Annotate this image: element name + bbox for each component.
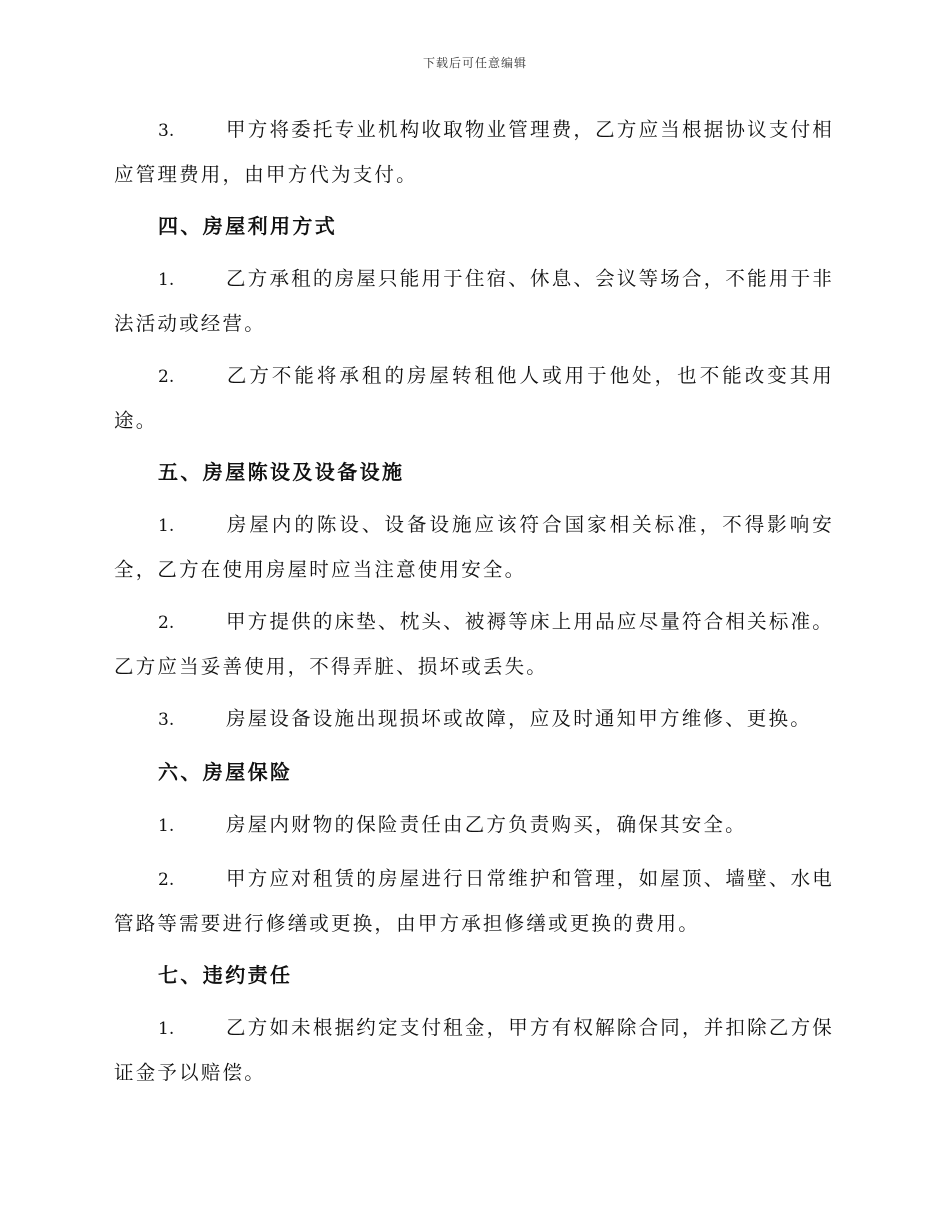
- clause-item: [114, 108, 834, 196]
- clause-number: 1.: [158, 1019, 175, 1039]
- clause-text: 房屋内财物的保险责任由乙方负责购买，确保其安全。: [226, 813, 747, 836]
- clause-text: 甲方将委托专业机构收取物业管理费，乙方应当根据协议支付相应管理费用，由甲方代为支付。: [114, 118, 834, 186]
- clause-number: 1.: [158, 816, 175, 836]
- clause-number: 1.: [158, 516, 175, 536]
- section-heading: 七、违约责任: [158, 963, 293, 987]
- document-body: [114, 108, 834, 1103]
- header-note: 下载后可任意编辑: [422, 56, 527, 70]
- clause-item: [114, 857, 834, 945]
- clause-number: 1.: [158, 270, 175, 290]
- clause-item: [114, 354, 834, 442]
- section-heading: 六、房屋保险: [158, 760, 293, 784]
- clause-number: 2.: [158, 367, 175, 387]
- clause-number: 3.: [158, 710, 175, 730]
- clause-item: [114, 503, 834, 591]
- clause-text: 乙方如未根据约定支付租金，甲方有权解除合同，并扣除乙方保证金予以赔偿。: [114, 1016, 834, 1084]
- clause-text: 房屋设备设施出现损坏或故障，应及时通知甲方维修、更换。: [226, 707, 812, 730]
- clause-text: 乙方不能将承租的房屋转租他人或用于他处，也不能改变其用途。: [114, 364, 834, 432]
- clause-text: 甲方提供的床垫、枕头、被褥等床上用品应尽量符合相关标准。乙方应当妥善使用，不得弄脏、损坏或丢失。: [114, 610, 834, 678]
- clause-item: [114, 697, 834, 742]
- section-heading: 五、房屋陈设及设备设施: [158, 460, 405, 484]
- clause-text: 乙方承租的房屋只能用于住宿、休息、会议等场合，不能用于非法活动或经营。: [114, 267, 834, 335]
- clause-item: [114, 600, 834, 688]
- clause-number: 2.: [158, 613, 175, 633]
- clause-number: 2.: [158, 870, 175, 890]
- clause-item: [114, 803, 834, 848]
- clause-item: [114, 257, 834, 345]
- clause-number: 3.: [158, 121, 175, 141]
- section-heading: 四、房屋利用方式: [158, 214, 338, 238]
- clause-text: 甲方应对租赁的房屋进行日常维护和管理，如屋顶、墙壁、水电管路等需要进行修缮或更换，由甲方承担修缮或更换的费用。: [114, 867, 834, 935]
- clause-text: 房屋内的陈设、设备设施应该符合国家相关标准，不得影响安全，乙方在使用房屋时应当注意使用安全。: [114, 513, 834, 581]
- clause-item: [114, 1006, 834, 1094]
